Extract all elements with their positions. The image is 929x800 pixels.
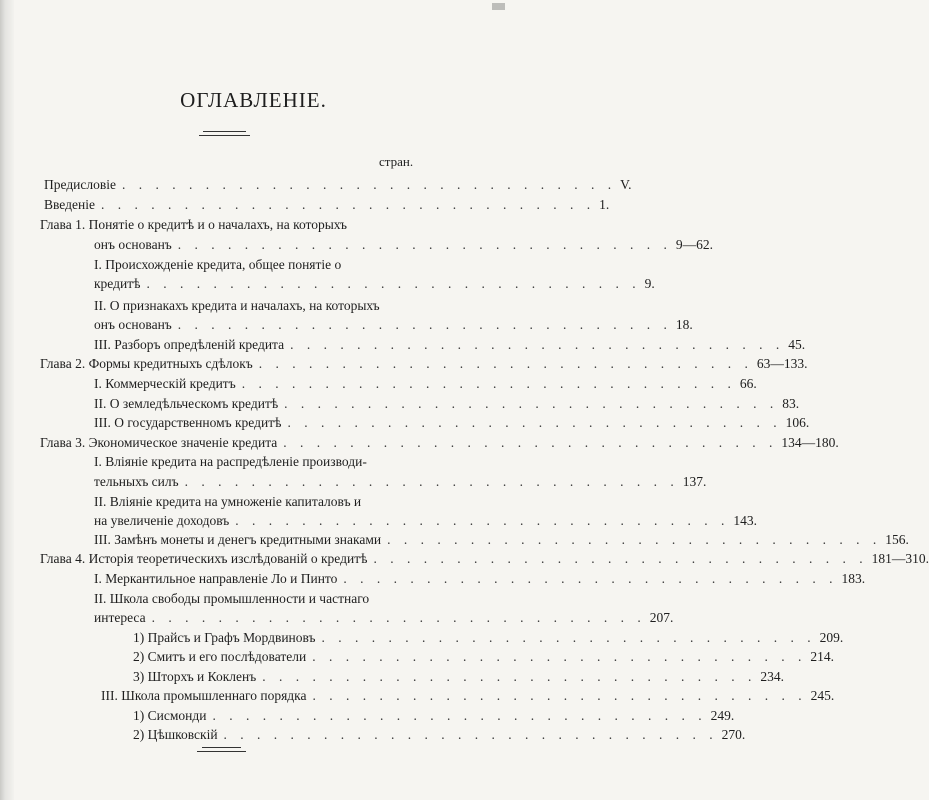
toc-entry	[94, 453, 438, 471]
toc-entry-title: онъ основанъ	[94, 317, 172, 332]
toc-entry-title: Предисловіе	[44, 177, 117, 192]
toc-entry	[133, 668, 784, 686]
toc-entry-title: Глава 3. Экономическое значеніе кредита	[40, 435, 278, 450]
dot-leader: . . . . . . . . . . . . . . . . . . . . . . . . . . . . . .	[177, 237, 672, 252]
toc-entry	[94, 395, 800, 413]
page-title: ОГЛАВЛЕНІЕ.	[180, 88, 327, 112]
toc-entry-title: на увеличеніе доходовъ	[94, 513, 230, 528]
toc-entry-title: III. О государственномъ кредитѣ	[94, 415, 282, 430]
toc-entry-title: II. О признакахъ кредита и началахъ, на которыхъ	[94, 298, 380, 313]
toc-entry-page: 181—310.	[871, 551, 929, 566]
toc-entry-page: 9—62.	[675, 237, 714, 252]
toc-entry	[40, 434, 839, 452]
page-column-header: стран.	[379, 154, 414, 169]
toc-entry	[133, 629, 844, 647]
toc-entry	[94, 531, 909, 549]
dot-leader: . . . . . . . . . . . . . . . . . . . . . . . . . . . . . .	[290, 337, 785, 352]
toc-entry-title: I. Меркантильное направленіе Ло и Пинто	[94, 571, 338, 586]
dot-leader: . . . . . . . . . . . . . . . . . . . . . . . . . . . . . .	[146, 276, 641, 291]
toc-entry-page: 270.	[721, 727, 746, 742]
toc-entry-page: 134—180.	[781, 435, 839, 450]
dot-leader: . . . . . . . . . . . . . . . . . . . . . . . . . . . . . .	[262, 669, 757, 684]
dot-leader: . . . . . . . . . . . . . . . . . . . . . . . . . . . . . .	[287, 415, 782, 430]
dot-leader: . . . . . . . . . . . . . . . . . . . . . . . . . . . . . .	[151, 610, 646, 625]
toc-entry-page: 106.	[785, 415, 810, 430]
toc-entry-title: интереса	[94, 610, 146, 625]
title-rule-top	[203, 131, 246, 132]
toc-entry	[94, 590, 438, 608]
toc-entry	[94, 297, 438, 315]
toc-entry-title: III. Школа промышленнаго порядка	[101, 688, 307, 703]
toc-entry	[44, 176, 632, 194]
toc-entry-title: 2) Смитъ и его послѣдователи	[133, 649, 307, 664]
dot-leader: . . . . . . . . . . . . . . . . . . . . . . . . . . . . . .	[235, 513, 730, 528]
toc-entry-title: I. Коммерческій кредитъ	[94, 376, 236, 391]
dot-leader: . . . . . . . . . . . . . . . . . . . . . . . . . . . . . .	[387, 532, 882, 547]
toc-entry-page: 245.	[810, 688, 835, 703]
title-rule-bottom	[199, 135, 250, 136]
toc-entry-title: Глава 1. Понятіе о кредитѣ и о началахъ, на которыхъ	[40, 217, 348, 232]
toc-entry-title: II. О земледѣльческомъ кредитѣ	[94, 396, 279, 411]
dot-leader: . . . . . . . . . . . . . . . . . . . . . . . . . . . . . .	[343, 571, 838, 586]
toc-entry-page: 249.	[710, 708, 735, 723]
end-rule-top	[202, 747, 241, 748]
toc-entry-page: V.	[620, 177, 632, 192]
toc-entry	[94, 236, 714, 254]
dot-leader: . . . . . . . . . . . . . . . . . . . . . . . . . . . . . .	[100, 197, 596, 212]
toc-entry	[94, 316, 693, 334]
toc-entry	[40, 355, 808, 373]
toc-entry-page: 137.	[682, 474, 707, 489]
toc-entry-title: 1) Сисмонди	[133, 708, 207, 723]
toc-entry-page: 214.	[810, 649, 834, 664]
toc-entry	[94, 609, 674, 627]
toc-entry-title: II. Школа свободы промышленности и частнаго	[94, 591, 370, 606]
dot-leader: . . . . . . . . . . . . . . . . . . . . . . . . . . . . . .	[312, 649, 807, 664]
toc-entry-page: 45.	[788, 337, 806, 352]
toc-entry-page: 1.	[599, 197, 610, 212]
dot-leader: . . . . . . . . . . . . . . . . . . . . . . . . . . . . . .	[321, 630, 816, 645]
toc-entry	[94, 256, 438, 274]
toc-entry-page: 66.	[739, 376, 757, 391]
dot-leader: . . . . . . . . . . . . . . . . . . . . . . . . . . . . . .	[212, 708, 707, 723]
toc-entry	[44, 196, 610, 214]
toc-entry-title: III. Разборъ опредѣленій кредита	[94, 337, 285, 352]
toc-entry-title: 1) Прайсъ и Графъ Мордвиновъ	[133, 630, 316, 645]
toc-entry	[94, 493, 438, 511]
toc-entry-title: I. Происхожденіе кредита, общее понятіе о	[94, 257, 342, 272]
toc-entry-page: 207.	[649, 610, 674, 625]
toc-entry-title: Глава 4. Исторія теоретическихъ изслѣдованій о кредитѣ	[40, 551, 368, 566]
toc-entry-page: 234.	[760, 669, 784, 684]
toc-entry	[94, 375, 757, 393]
dot-leader: . . . . . . . . . . . . . . . . . . . . . . . . . . . . . .	[258, 356, 753, 371]
toc-entry-title: Глава 2. Формы кредитныхъ сдѣлокъ	[40, 356, 253, 371]
toc-entry-page: 18.	[675, 317, 693, 332]
dot-leader: . . . . . . . . . . . . . . . . . . . . . . . . . . . . . .	[177, 317, 672, 332]
dot-leader: . . . . . . . . . . . . . . . . . . . . . . . . . . . . . .	[284, 396, 779, 411]
toc-entry-title: тельныхъ силъ	[94, 474, 179, 489]
toc-entry	[40, 216, 438, 234]
dot-leader: . . . . . . . . . . . . . . . . . . . . . . . . . . . . . .	[283, 435, 778, 450]
toc-entry-title: 3) Шторхъ и Кокленъ	[133, 669, 257, 684]
toc-entry-title: онъ основанъ	[94, 237, 172, 252]
toc-entry-page: 156.	[885, 532, 909, 547]
toc-entry	[94, 414, 810, 432]
dot-leader: . . . . . . . . . . . . . . . . . . . . . . . . . . . . . .	[373, 551, 868, 566]
toc-entry-page: 183.	[841, 571, 866, 586]
toc-entry	[101, 687, 835, 705]
toc-entry-page: 63—133.	[756, 356, 808, 371]
toc-entry	[94, 336, 806, 354]
toc-entry-title: кредитѣ	[94, 276, 141, 291]
toc-entry-title: II. Вліяніе кредита на умноженіе капиталовъ и	[94, 494, 362, 509]
end-rule-bottom	[197, 751, 246, 752]
page-binding-edge	[0, 0, 14, 800]
paper-scrap	[492, 3, 505, 10]
toc-entry-title: Введеніе	[44, 197, 95, 212]
toc-entry-page: 143.	[733, 513, 757, 528]
toc-entry-page: 9.	[644, 276, 655, 291]
toc-entry-title: I. Вліяніе кредита на распредѣленіе производи-	[94, 454, 367, 469]
toc-entry-title: III. Замѣнъ монеты и денегъ кредитными знаками	[94, 532, 382, 547]
toc-entry-title: 2) Цѣшковскій	[133, 727, 218, 742]
dot-leader: . . . . . . . . . . . . . . . . . . . . . . . . . . . . . .	[223, 727, 718, 742]
toc-entry	[94, 473, 707, 491]
toc-entry	[94, 275, 655, 293]
toc-entry	[133, 648, 834, 666]
dot-leader: . . . . . . . . . . . . . . . . . . . . . . . . . . . . . .	[184, 474, 679, 489]
toc-entry	[133, 707, 735, 725]
dot-leader: . . . . . . . . . . . . . . . . . . . . . . . . . . . . . .	[122, 177, 617, 192]
toc-entry	[40, 550, 929, 568]
toc-entry-page: 83.	[782, 396, 800, 411]
toc-entry	[94, 512, 757, 530]
dot-leader: . . . . . . . . . . . . . . . . . . . . . . . . . . . . . .	[241, 376, 736, 391]
toc-entry	[133, 726, 746, 744]
toc-entry	[94, 570, 866, 588]
dot-leader: . . . . . . . . . . . . . . . . . . . . . . . . . . . . . .	[312, 688, 807, 703]
toc-entry-page: 209.	[819, 630, 844, 645]
